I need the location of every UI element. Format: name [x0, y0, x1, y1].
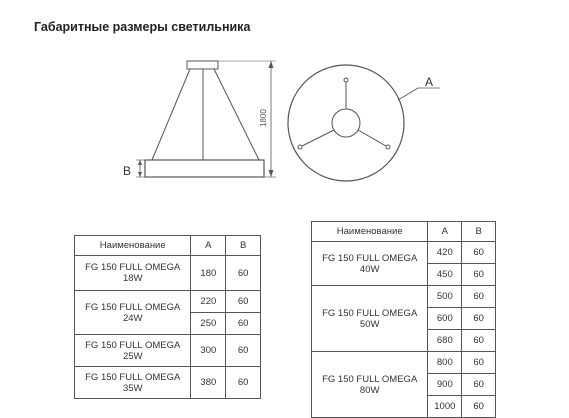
- product-name: FG 150 FULL OMEGA 25W: [75, 335, 191, 367]
- header-a: A: [191, 236, 226, 256]
- size-table-right: [311, 221, 496, 418]
- size-b: 60: [462, 330, 496, 352]
- height-dimension-label: 1800: [259, 109, 268, 127]
- size-b: 60: [462, 352, 496, 374]
- table-header-row: [75, 236, 261, 256]
- size-a: 600: [428, 308, 462, 330]
- b-arrow-top: [138, 160, 142, 165]
- table-row: [75, 256, 261, 291]
- size-a: 380: [191, 367, 226, 399]
- size-b: 60: [462, 396, 496, 418]
- height-arrow-bottom: [269, 170, 274, 177]
- suspension-cable-left: [152, 69, 190, 160]
- size-b: 60: [462, 374, 496, 396]
- size-table-left: [74, 235, 261, 399]
- size-a: 680: [428, 330, 462, 352]
- mount-arm-left: [302, 130, 334, 146]
- product-name: FG 150 FULL OMEGA 35W: [75, 367, 191, 399]
- a-leader-line: [398, 88, 418, 100]
- size-b: 60: [462, 286, 496, 308]
- mount-point-top: [344, 78, 348, 82]
- header-name: Наименование: [312, 222, 428, 242]
- ceiling-canopy: [187, 61, 218, 69]
- size-a: 300: [191, 335, 226, 367]
- lamp-ring-body: [145, 160, 264, 177]
- size-a: 180: [191, 256, 226, 291]
- size-a: 420: [428, 242, 462, 264]
- side-view: [136, 61, 276, 177]
- product-name: FG 150 FULL OMEGA 50W: [312, 286, 428, 352]
- size-a: 250: [191, 313, 226, 335]
- product-name: FG 150 FULL OMEGA 24W: [75, 291, 191, 335]
- header-name: Наименование: [75, 236, 191, 256]
- size-b: 60: [462, 264, 496, 286]
- header-b: B: [226, 236, 261, 256]
- size-b: 60: [462, 242, 496, 264]
- top-view: [288, 65, 440, 181]
- b-dimension-label: B: [123, 164, 132, 178]
- table-row: [75, 367, 261, 399]
- table-row: [75, 291, 261, 313]
- size-b: 60: [226, 291, 261, 313]
- size-b: 60: [226, 367, 261, 399]
- size-a: 220: [191, 291, 226, 313]
- header-b: B: [462, 222, 496, 242]
- b-arrow-bottom: [138, 172, 142, 177]
- mount-arm-right: [358, 130, 386, 146]
- suspension-cable-right: [214, 69, 259, 160]
- product-name: FG 150 FULL OMEGA 18W: [75, 256, 191, 291]
- size-a: 900: [428, 374, 462, 396]
- size-a: 800: [428, 352, 462, 374]
- a-dimension-label: A: [425, 75, 434, 89]
- size-a: 450: [428, 264, 462, 286]
- size-b: 60: [226, 256, 261, 291]
- size-b: 60: [226, 335, 261, 367]
- page-title: Габаритные размеры светильника: [34, 20, 251, 34]
- product-name: FG 150 FULL OMEGA 80W: [312, 352, 428, 418]
- size-b: 60: [462, 308, 496, 330]
- table-row: [312, 352, 496, 374]
- size-b: 60: [226, 313, 261, 335]
- table-row: [75, 335, 261, 367]
- size-a: 500: [428, 286, 462, 308]
- product-name: FG 150 FULL OMEGA 40W: [312, 242, 428, 286]
- table-header-row: [312, 222, 496, 242]
- center-hub: [332, 109, 360, 137]
- table-row: [312, 286, 496, 308]
- table-row: [312, 242, 496, 264]
- height-arrow-top: [269, 61, 274, 68]
- size-a: 1000: [428, 396, 462, 418]
- mount-point-right: [386, 145, 390, 149]
- mount-point-left: [298, 145, 302, 149]
- header-a: A: [428, 222, 462, 242]
